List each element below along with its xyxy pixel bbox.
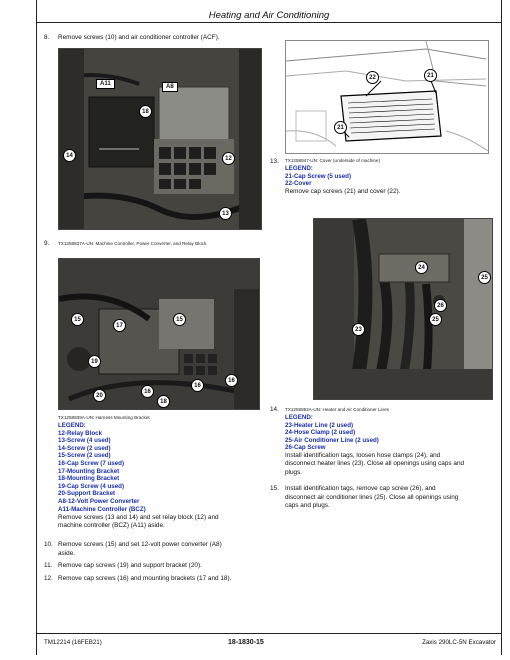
footer-rule bbox=[36, 633, 502, 634]
figure-2-legend bbox=[58, 422, 258, 513]
step-number: 13. bbox=[270, 158, 279, 165]
step-15 bbox=[270, 485, 495, 515]
step-number: 14. bbox=[270, 406, 279, 413]
callout-A8: A8 bbox=[162, 82, 178, 92]
legend-item: 24-Hose Clamp (2 used) bbox=[285, 429, 356, 437]
legend-item: 18-Mounting Bracket bbox=[58, 475, 120, 483]
legend-item: 22-Cover bbox=[285, 180, 312, 188]
legend-item: 23-Heater Line (2 used) bbox=[285, 421, 354, 429]
step-number: 8. bbox=[44, 34, 50, 41]
step-text: Remove screws (15) and set 12-volt power converter (A8) bbox=[58, 541, 222, 548]
step-text: Remove cap screws (19) and support bracket (20). bbox=[58, 562, 202, 569]
figure-1-caption: TX1258837A-UN: Machine Controller, Power Converter, and Relay Block. bbox=[58, 241, 208, 246]
instruction-line: Remove screws (13 and 14) and set relay block (12) and bbox=[58, 514, 219, 521]
legend-title: LEGEND: bbox=[58, 422, 86, 429]
figure-4-illustration bbox=[314, 219, 492, 399]
page-header-title: Heating and Air Conditioning bbox=[208, 10, 330, 21]
figure-4-photo bbox=[313, 218, 493, 400]
step-text-continued: caps and plugs. bbox=[285, 502, 330, 510]
callout-19: 19 bbox=[88, 355, 101, 368]
figure-4-caption: TX1258852A-UN: Heater and Air Conditioner Lines bbox=[285, 407, 389, 412]
instruction-line: disconnect heater lines (23). Close all openings using caps and bbox=[285, 460, 465, 468]
footer-page-number: 18-1830-15 bbox=[228, 639, 264, 646]
callout-12: 12 bbox=[222, 152, 235, 165]
step-text-continued: aside. bbox=[58, 550, 76, 557]
legend-title: LEGEND: bbox=[285, 414, 313, 421]
step-text: Install identification tags, remove cap screw (26), and bbox=[285, 485, 436, 492]
step-10 bbox=[44, 541, 274, 559]
callout-18: 18 bbox=[157, 395, 170, 408]
callout-24: 24 bbox=[415, 261, 428, 274]
callout-16: 16 bbox=[225, 374, 238, 387]
figure-1-photo bbox=[58, 48, 262, 230]
callout-18: 18 bbox=[139, 105, 152, 118]
instruction-line: Install identification tags, loosen hose clamps (24), and bbox=[285, 452, 441, 459]
figure-3-legend bbox=[285, 165, 485, 188]
callout-15: 15 bbox=[173, 313, 186, 326]
legend-item: 14-Screw (2 used) bbox=[58, 444, 111, 452]
figure-3-caption: TX1258847-UN: Cover (underside of machine) bbox=[285, 158, 380, 163]
footer-manual-id: TM12214 (16FEB21) bbox=[44, 639, 102, 646]
legend-item: 20-Support Bracket bbox=[58, 490, 116, 498]
callout-16: 16 bbox=[141, 385, 154, 398]
figure-3-drawing bbox=[285, 40, 489, 154]
instruction-line: machine controller (BCZ) (A11) aside. bbox=[58, 522, 165, 530]
legend-item: 21-Cap Screw (5 used) bbox=[285, 172, 352, 180]
figure-1-illustration bbox=[59, 49, 261, 229]
figure-4-instruction bbox=[285, 452, 493, 477]
step-number: 12. bbox=[44, 575, 53, 582]
callout-21: 21 bbox=[334, 121, 347, 134]
legend-item: 19-Cap Screw (4 used) bbox=[58, 482, 125, 490]
figure-3-illustration bbox=[286, 41, 488, 153]
step-number: 10. bbox=[44, 541, 53, 548]
callout-14: 14 bbox=[63, 149, 76, 162]
figure-4-legend bbox=[285, 414, 485, 452]
step-number: 11. bbox=[44, 562, 53, 569]
step-number: 9. bbox=[44, 240, 50, 247]
step-text-continued: disconnect air conditioner lines (25). Close all openings using bbox=[285, 493, 459, 501]
instruction-line: plugs. bbox=[285, 468, 303, 476]
legend-item: 15-Screw (2 used) bbox=[58, 452, 111, 460]
callout-17: 17 bbox=[113, 319, 126, 332]
callout-22: 22 bbox=[366, 71, 379, 84]
callout-21: 21 bbox=[424, 69, 437, 82]
callout-A11: A11 bbox=[96, 79, 115, 89]
figure-2-photo bbox=[58, 258, 260, 410]
header-rule bbox=[36, 22, 502, 23]
callout-16: 16 bbox=[191, 379, 204, 392]
legend-item: 17-Mounting Bracket bbox=[58, 467, 120, 475]
legend-title: LEGEND: bbox=[285, 165, 313, 172]
callout-25: 25 bbox=[478, 271, 491, 284]
legend-item: 16-Cap Screw (7 used) bbox=[58, 459, 125, 467]
figure-2-caption: TX1258839A-UN: Harness Mounting Bracket bbox=[58, 415, 150, 420]
callout-23: 23 bbox=[352, 323, 365, 336]
step-text: Remove screws (10) and air conditioner controller (ACF). bbox=[58, 34, 220, 41]
callout-15: 15 bbox=[71, 313, 84, 326]
callout-25: 25 bbox=[429, 313, 442, 326]
callout-20: 20 bbox=[93, 389, 106, 402]
callout-26: 26 bbox=[434, 299, 447, 312]
legend-item: 25-Air Conditioner Line (2 used) bbox=[285, 436, 379, 444]
figure-2-instruction bbox=[58, 514, 258, 531]
figure-3-instruction: Remove cap screws (21) and cover (22). bbox=[285, 188, 401, 195]
step-number: 15. bbox=[270, 485, 279, 492]
footer-machine-model: Zaxis 290LC-5N Excavator bbox=[422, 639, 496, 646]
legend-item: 13-Screw (4 used) bbox=[58, 437, 111, 445]
step-text: Remove cap screws (16) and mounting brackets (17 and 18). bbox=[58, 575, 232, 582]
callout-13: 13 bbox=[219, 207, 232, 220]
legend-item: 12-Relay Block bbox=[58, 429, 103, 437]
legend-item: A11-Machine Controller (BCZ) bbox=[58, 505, 146, 513]
legend-item: 26-Cap Screw bbox=[285, 444, 326, 452]
legend-item: A8-12-Volt Power Converter bbox=[58, 497, 140, 505]
